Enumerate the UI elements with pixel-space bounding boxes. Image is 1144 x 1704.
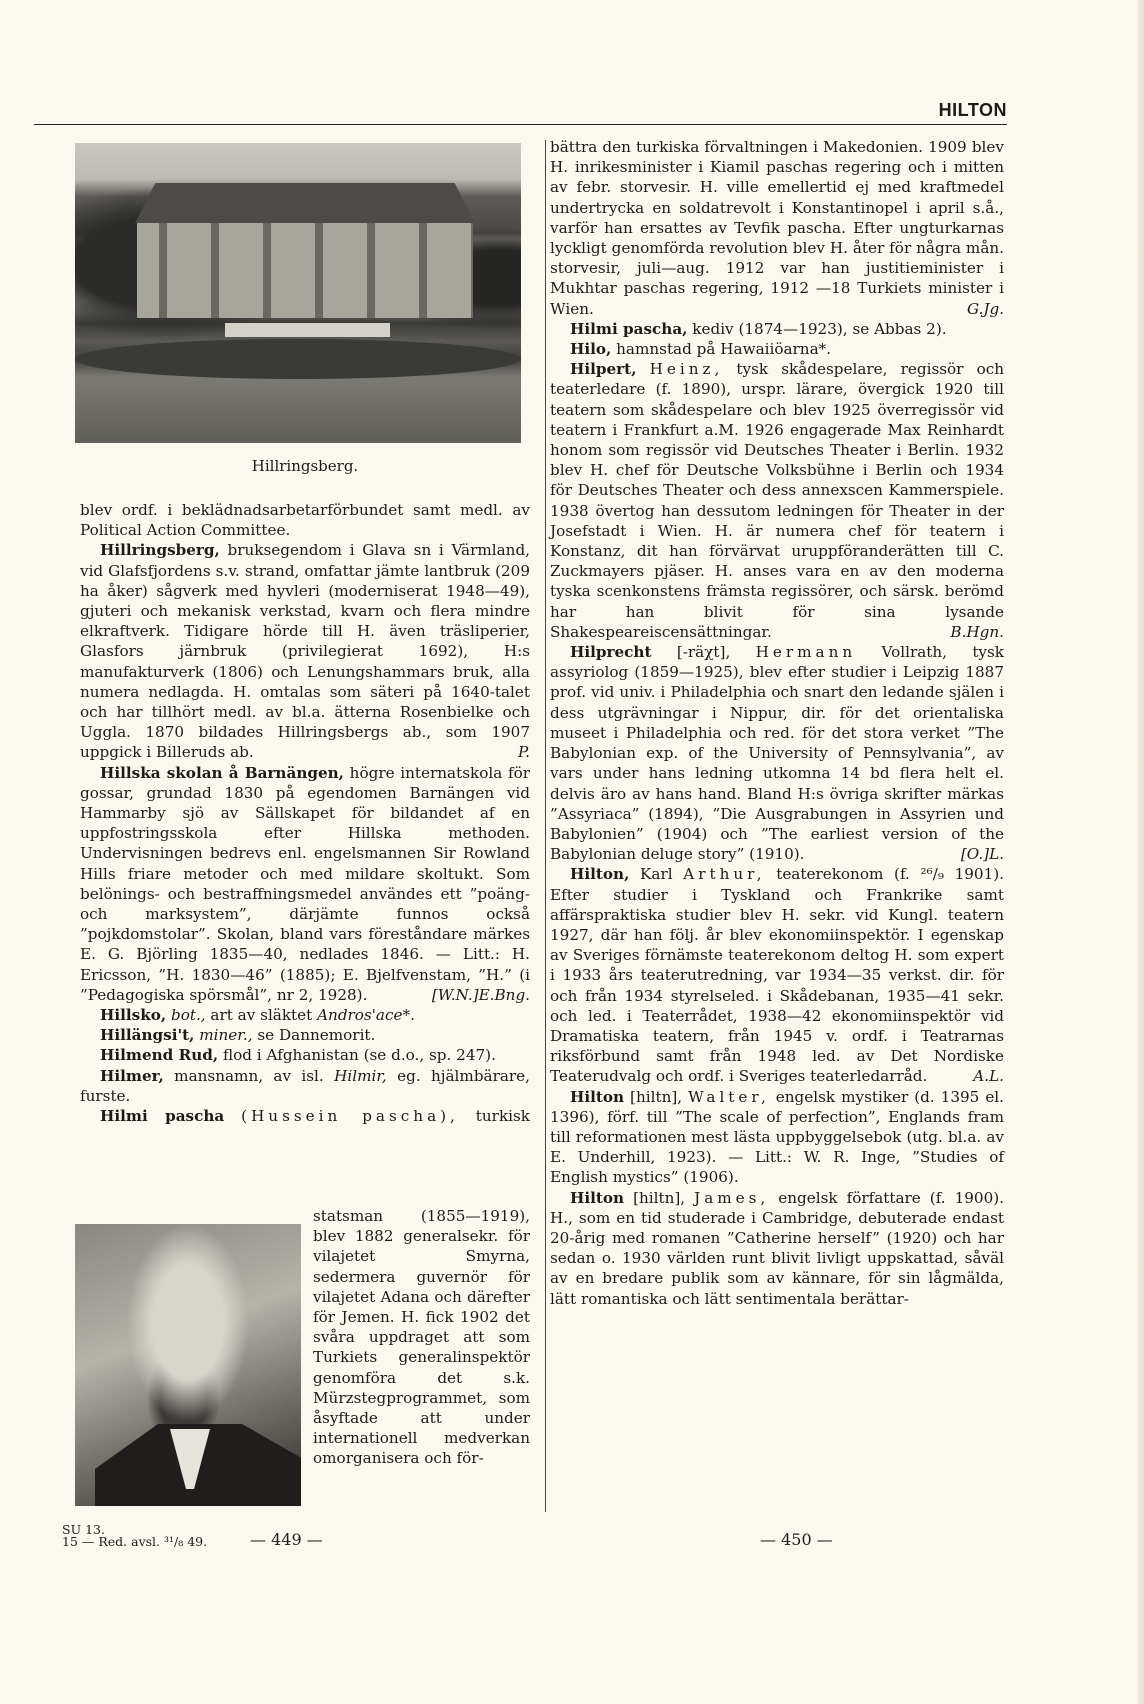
pronunciation: [hiltn],: [624, 1188, 695, 1207]
entry-hilmer: [80, 1066, 530, 1106]
spaced-name: (Hussein pascha),: [241, 1107, 459, 1126]
headword: Hilmer,: [100, 1066, 164, 1085]
running-head: HILTON: [938, 100, 1007, 120]
left-column: [80, 500, 530, 1126]
entry-text: mansnamn, av isl.: [163, 1066, 335, 1085]
entry-hilprecht: [550, 642, 1004, 864]
entry-hillangsit: [80, 1025, 530, 1045]
right-column: [550, 137, 1004, 1309]
headword: Hilmi pascha: [100, 1107, 225, 1126]
headword: Hilton: [570, 1188, 625, 1207]
continued-text-body: bättra den turkiska förvaltningen i Makedonien. 1909 blev H. inrikesminister i Kiamil paschas regering och i mitten av febr. storvesir. H. ville emellertid ej med kraftmedel undertrycka en soldatrevolt i Konstantinopel i april s.å., varför han ersattes av Tevfik pascha. Efter ungturkarnas lyckligt genomförda revolution blev H. åter för några mån. storvesir, juli—aug. 1912 var han justitieminister i Mukhtar paschas regering, 1912 —18 Turkiets minister i Wien.: [550, 138, 1004, 318]
photo-roof: [135, 183, 475, 223]
printer-note-line-2: 15 — Red. avsl. ³¹/₈ 49.: [62, 1534, 208, 1549]
headword: Hilton,: [570, 865, 630, 884]
headword: Hilpert,: [570, 360, 637, 379]
continued-text: blev ordf. i beklädnadsarbetarförbundet samt medl. av Political Action Committee.: [80, 501, 530, 540]
entry-hilmi-pascha-hussein: [80, 1106, 530, 1126]
figure-hilmi-pascha-portrait: [75, 1224, 301, 1506]
cross-reference: Andros'ace*: [317, 1006, 411, 1025]
entry-hilo: [550, 339, 1004, 359]
printer-note-line-1: SU 13.: [62, 1522, 105, 1537]
entry-text: flod i Afghanistan (se d.o., sp. 247).: [218, 1046, 496, 1065]
field-label: bot.,: [170, 1006, 206, 1025]
entry-tail: .: [410, 1006, 415, 1025]
entry-hilton-walter: [550, 1087, 1004, 1188]
entry-text: tysk skådespelare, regissör och teaterledare (f. 1890), urspr. lärare, övergick 1920 till teatern som skådespelare och blev 1925 överregissör vid teatern i Frankfurt a.M. 1926 engagerade Max Reinhardt honom som regissör vid Deutsches Theater i Berlin. 1932 blev H. chef för Deutsche Volksbühne i Berlin och 1934 för Deutsches Theater och dess annexscen Kammerspiele. 1938 övertog han dessutom ledningen för Theater in der Josefstadt i Wien. H. är numera chef för teatern i Konstanz, dit han förvärvat uruppföranderätten till C. Zuckmayers pjäser. H. anses vara en av den moderna tyska scenkonstens främsta regissörer, och särsk. berömd har han blivit för sina lysande Shakespeareiscensättningar.: [550, 360, 1004, 641]
figure-caption: Hillringsberg.: [251, 457, 359, 475]
spaced-name: Heinz,: [649, 360, 724, 379]
spaced-name: Hermann: [755, 643, 857, 662]
entry-hillringsberg: [80, 540, 530, 762]
portrait-wrap-text: statsman (1855—1919), blev 1882 generalsekr. för vilajetet Smyrna, sedermera guvernör för vilajetet Adana och därefter för Jemen. H. fick 1902 det svåra uppdraget att som Turkiets generalinspektör genomföra det s.k. Mürzstegprogrammet, som åsyftade att under internationell medverkan omorganisera och för-: [313, 1207, 530, 1468]
page-edge: [1138, 0, 1144, 1704]
etymology: Hilmir,: [334, 1066, 387, 1085]
entry-text: bruksegendom i Glava sn i Värmland, vid Glafsfjordens s.v. strand, omfattar jämte lantbruk (209 ha åker) sågverk med hyvleri (moderniserat 1948—49), gjuteri och mekanisk verkstad, kvarn och flera mindre elkraftverk. Tidigare hörde till H. även träsliperier, Glasfors järnbruk (privilegierat 1692), H:s manufakturverk (1806) och Lenungshammars bruk, alla numera nedlagda. H. omtalas som säteri på 1640-talet och har tillhört medl. av bl.a. ätterna Rosenbielke och Uggla. 1870 bildades Hillringsbergs ab., som 1907 uppgick i Billeruds ab.: [80, 541, 530, 762]
entry-text: engelsk mystiker (d. 1395 el. 1396), förf. till ”The scale of perfection”, Englands fram till reformationen mest lästa uppbyggelsebok (utg. bl.a. av E. Underhill, 1923). — Litt.: W. R. Inge, ”Studies of English mystics” (1906).: [550, 1087, 1004, 1187]
headword: Hillska skolan å Barnängen,: [100, 763, 344, 782]
pronunciation: [-räχt],: [651, 643, 756, 662]
headword: Hillängsi't,: [100, 1026, 195, 1045]
entry-hilmend-rud: [80, 1045, 530, 1065]
entry-hilpert: [550, 359, 1004, 642]
entry-text: kediv (1874—1923), se Abbas 2).: [687, 319, 947, 338]
entry-hilton-james: [550, 1188, 1004, 1309]
header-rule: [34, 124, 1007, 125]
photo-lawn: [75, 339, 521, 379]
author-signature: B.Hgn.: [950, 622, 1004, 641]
entry-text: engelsk författare (f. 1900). H., som en tid studerade i Cambridge, debuterade endast 20-årig med romanen ”Catherine herself” (1920) och har sedan o. 1930 världen runt blivit livligt uppskattad, såväl av en bredare publik som av kännare, för sin lågmälda, lätt romantiska och lätt sentimentala berättar-: [550, 1188, 1005, 1308]
author-signature: P.: [518, 743, 530, 762]
headword: Hilmend Rud,: [100, 1046, 219, 1065]
entry-text: hamnstad på Hawaiiöarna*.: [611, 340, 832, 359]
printer-note: [62, 1524, 207, 1548]
photo-facade: [137, 223, 473, 318]
entry-text: Vollrath, tysk assyriolog (1859—1925), blev efter studier i Leipzig 1887 prof. vid univ. i Philadelphia och snart den ledande själen i dess utgrävningar i Nippur, dir. för det orientaliska museet i Philadelphia och red. för det stora verket ”The Babylonian exp. of the University of Pennsylvania”, av vars under hans ledning utkomna 14 bd flera helt el. delvis äro av hans hand. Bland H:s övriga skrifter märkas ”Assyriaca” (1894), ”Die Ausgrabungen in Assyrien und Babylonien” (1904) och ”The earliest version of the Babylonian deluge story” (1910).: [550, 643, 1005, 864]
field-label: miner.,: [199, 1026, 253, 1045]
spaced-name: James,: [694, 1188, 770, 1207]
page-number-right: — 450 —: [760, 1530, 833, 1549]
page-number-left: — 449 —: [250, 1530, 323, 1549]
continued-text: [550, 137, 1004, 319]
given-name: Karl: [629, 865, 684, 884]
headword: Hillsko,: [100, 1006, 167, 1025]
headword: Hilmi pascha,: [570, 319, 688, 338]
entry-hilton-karl-arthur: [550, 864, 1004, 1086]
entry-hillska-skolan: [80, 763, 530, 1005]
headword: Hillringsberg,: [100, 541, 220, 560]
entry-tail: eg. hjälmbärare, furste.: [80, 1066, 530, 1105]
photo-balustrade: [225, 323, 390, 337]
column-divider: [545, 140, 546, 1512]
entry-text: högre internatskola för gossar, grundad 1830 på egendomen Barnängen vid Hammarby sjö av Sällskapet för bildandet af en uppfostringsskola efter Hillska methoden. Undervisningen bedrevs enl. engelsmannen Sir Rowland Hills friare metoder och med mildare skoltukt. Som belönings- och bestraffningsmedel användes ett ”poäng- och marksystem”, därjämte funnos också ”pojkdomstolar”. Skolan, bland vars föreståndare märkes E. G. Björling 1835—40, nedlades 1846. — Litt.: H. Ericsson, ”H. 1830—46” (1885); E. Bjelfvenstam, ”H.” (i ”Pedagogiska spörsmål”, nr 2, 1928).: [80, 763, 530, 1004]
entry-text: teaterekonom (f. ²⁶/₉ 1901). Efter studier i Tyskland och Frankrike samt affärspraktiska studier blev H. sekr. vid Kungl. teatern 1927, där han följ. år blev ekonomiinspektör. I egenskap av Sveriges förnämste teaterekonom deltog H. som expert i 1933 års teaterutredning, var 1934—35 verkst. dir. för och från 1934 styrelseled. i Skådebanan, 1935—41 sekr. och led. i Teaterrådet, 1938—42 ekonomiinspektör vid Dramatiska teatern, från 1945 v. ordf. i Teatrarnas riksförbund samt från 1948 led. av Det Nordiske Teaterudvalg och ordf. i Sveriges teaterledarråd.: [550, 865, 1004, 1086]
author-signature: [O.]L.: [960, 845, 1004, 864]
author-signature: G.Jg.: [966, 299, 1004, 318]
entry-text: turkisk: [458, 1107, 530, 1126]
author-signature: A.L.: [973, 1067, 1004, 1086]
author-signature: [W.N.]E.Bng.: [431, 985, 530, 1004]
entry-text: art av släktet: [205, 1006, 318, 1025]
headword: Hilton: [570, 1087, 625, 1106]
entry-hillsko: [80, 1005, 530, 1025]
entry-hilmi-pascha-kediv: [550, 319, 1004, 339]
spaced-name: Arthur,: [683, 865, 766, 884]
pronunciation: [hiltn],: [624, 1087, 689, 1106]
entry-text: se Dannemorit.: [252, 1026, 376, 1045]
headword: Hilprecht: [570, 643, 652, 662]
spaced-name: Walter,: [688, 1087, 770, 1106]
headword: Hilo,: [570, 340, 612, 359]
figure-hillringsberg-photo: [75, 143, 521, 443]
